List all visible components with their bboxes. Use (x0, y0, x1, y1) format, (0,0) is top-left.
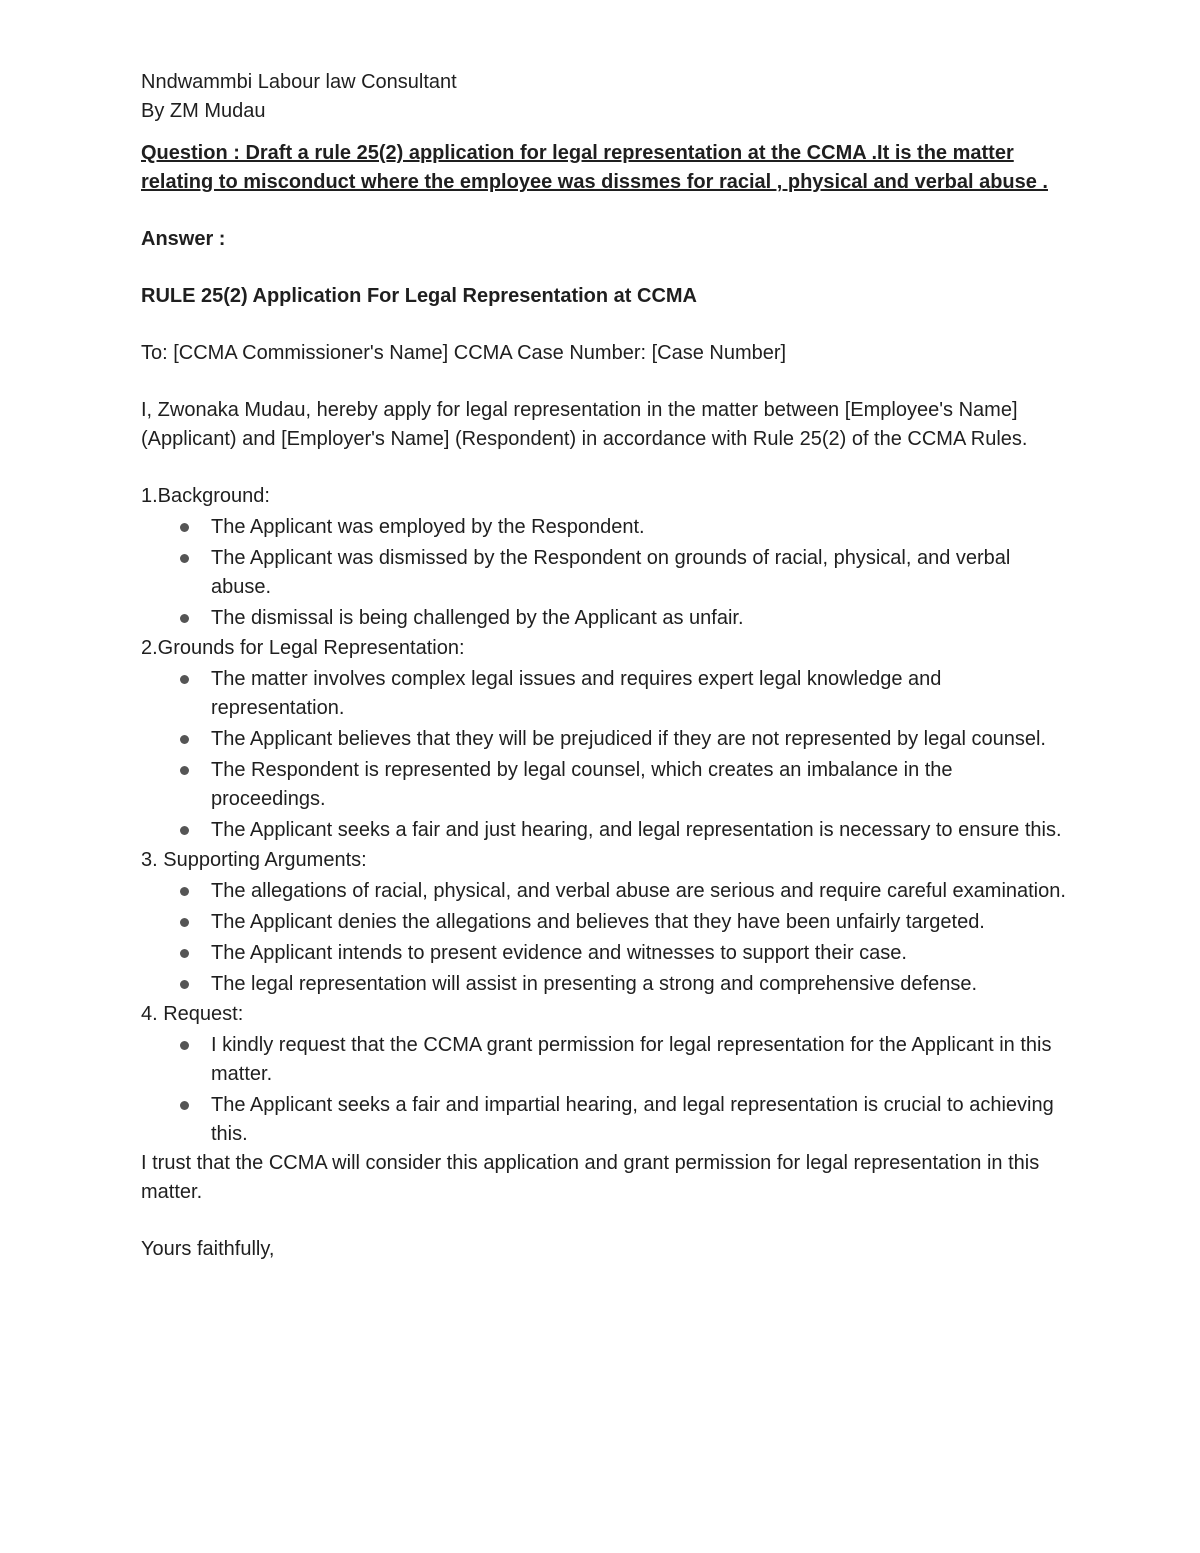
bullet-list (141, 513, 1071, 633)
list-item: The Applicant was dismissed by the Respondent on grounds of racial, physical, and verbal abuse. (141, 544, 1071, 602)
section-heading: 4. Request: (141, 1003, 244, 1025)
section-heading: 2.Grounds for Legal Representation: (141, 637, 465, 659)
section-grounds (141, 634, 1071, 845)
list-item: The legal representation will assist in presenting a strong and comprehensive defense. (141, 970, 1071, 999)
list-item: I kindly request that the CCMA grant permission for legal representation for the Applicant in this matter. (141, 1031, 1071, 1089)
list-item: The Applicant seeks a fair and impartial hearing, and legal representation is crucial to achieving this. (141, 1091, 1071, 1149)
section-heading: 1.Background: (141, 485, 270, 507)
list-item: The Applicant believes that they will be prejudiced if they are not represented by legal counsel. (141, 725, 1071, 754)
bullet-list (141, 1031, 1071, 1149)
to-line: To: [CCMA Commissioner's Name] CCMA Case Number: [Case Number] (141, 342, 787, 364)
answer-label: Answer : (141, 228, 226, 250)
list-item: The dismissal is being challenged by the Applicant as unfair. (141, 604, 1071, 633)
list-item: The matter involves complex legal issues and requires expert legal knowledge and representation. (141, 665, 1071, 723)
list-item: The Applicant intends to present evidence and witnesses to support their case. (141, 939, 1071, 968)
question-text: Question : Draft a rule 25(2) application for legal representation at the CCMA .It is the matter relating to misconduct where the employee was dissmes for racial , physical and verbal abuse . (141, 142, 1048, 193)
section-supporting-arguments (141, 846, 1071, 999)
author-line: By ZM Mudau (141, 100, 266, 122)
firm-name: Nndwammbi Labour law Consultant (141, 71, 457, 93)
closing-paragraph: I trust that the CCMA will consider this application and grant permission for legal representation in this matter. (141, 1152, 1040, 1203)
signoff: Yours faithfully, (141, 1238, 275, 1260)
section-request (141, 1000, 1071, 1149)
list-item: The Applicant seeks a fair and just hearing, and legal representation is necessary to ensure this. (141, 816, 1071, 845)
document-page (141, 68, 1071, 1264)
bullet-list (141, 877, 1071, 999)
list-item: The Applicant was employed by the Respondent. (141, 513, 1071, 542)
section-heading: 3. Supporting Arguments: (141, 849, 367, 871)
list-item: The allegations of racial, physical, and verbal abuse are serious and require careful examination. (141, 877, 1071, 906)
bullet-list (141, 665, 1071, 845)
intro-paragraph: I, Zwonaka Mudau, hereby apply for legal representation in the matter between [Employee's Name] (Applicant) and [Employer's Name] (Respondent) in accordance with Rule 25(2) of the CCMA Rules. (141, 399, 1028, 450)
document-title: RULE 25(2) Application For Legal Representation at CCMA (141, 285, 697, 307)
list-item: The Respondent is represented by legal counsel, which creates an imbalance in the proceedings. (141, 756, 1071, 814)
section-background (141, 482, 1071, 633)
list-item: The Applicant denies the allegations and believes that they have been unfairly targeted. (141, 908, 1071, 937)
